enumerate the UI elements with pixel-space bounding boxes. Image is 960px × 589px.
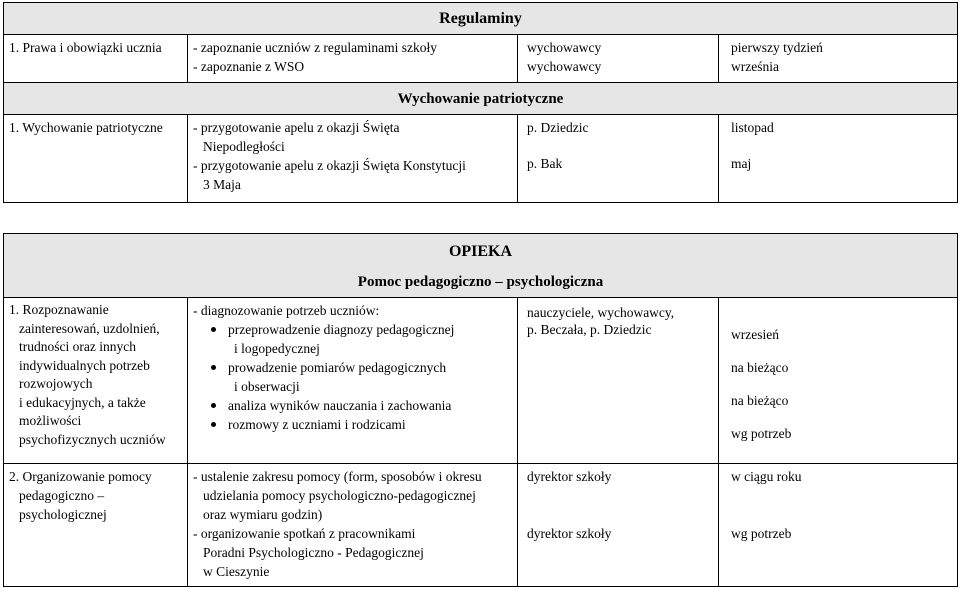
table-row — [4, 35, 957, 83]
action-text: oraz wymiaru godzin) — [203, 507, 323, 522]
action-text: - organizowanie spotkań z pracownikami — [193, 526, 416, 541]
action-text: w Cieszynie — [203, 564, 270, 579]
responsible-text: wychowawcy — [527, 40, 602, 55]
action-text: - przygotowanie apelu z okazji Święta Konstytucji — [193, 158, 466, 173]
deadline-text: listopad — [731, 120, 774, 135]
table-row — [4, 464, 957, 586]
section-title-text: Wychowanie patriotyczne — [397, 91, 564, 107]
responsible-cell — [518, 35, 719, 82]
task-text: psychofizycznych uczniów — [19, 431, 166, 447]
task-text: i edukacyjnych, a także — [19, 394, 146, 410]
task-text: 1. Prawa i obowiązki ucznia — [9, 40, 162, 55]
action-text: - ustalenie zakresu pomocy (form, sposobów i okresu — [193, 469, 482, 484]
responsible-text: dyrektor szkoły — [527, 469, 612, 484]
bullet-icon — [211, 327, 216, 332]
deadline-cell — [719, 115, 957, 202]
bullet-text: przeprowadzenie diagnozy pedagogicznej — [228, 322, 455, 337]
action-text: Poradni Psychologiczno - Pedagogicznej — [203, 545, 424, 560]
task-text: możliwości — [19, 413, 82, 428]
deadline-cell — [719, 35, 957, 82]
task-text: rozwojowych — [19, 376, 93, 391]
responsible-text: p. Dziedzic — [527, 120, 589, 135]
task-text: trudności oraz innych — [19, 339, 136, 354]
actions-cell — [188, 115, 518, 202]
table-title — [4, 3, 957, 35]
deadline-text: września — [731, 59, 779, 74]
table-title-text: OPIEKA — [448, 243, 513, 260]
table-subtitle-text: Pomoc pedagogiczno – psychologiczna — [357, 274, 604, 290]
table-title — [4, 234, 957, 298]
list-item — [193, 396, 512, 415]
task-text: 1. Wychowanie patriotyczne — [9, 120, 163, 135]
table-row — [4, 115, 957, 202]
bullet-icon — [211, 365, 216, 370]
actions-cell — [188, 35, 518, 82]
regulaminy-table — [3, 2, 958, 203]
section-title — [4, 83, 957, 115]
bullet-text: analiza wyników nauczania i zachowania — [228, 398, 452, 413]
action-text: - diagnozowanie potrzeb uczniów: — [193, 303, 380, 318]
task-cell — [4, 298, 188, 463]
task-text: zainteresowań, uzdolnień, — [19, 320, 160, 336]
responsible-text: p. Bak — [527, 156, 563, 171]
action-text: - przygotowanie apelu z okazji Święta — [193, 120, 400, 135]
bullet-text: rozmowy z uczniami i rodzicami — [228, 417, 406, 432]
bullet-icon — [211, 403, 216, 408]
bullet-text: i logopedycznej — [234, 341, 320, 356]
actions-cell — [188, 298, 518, 463]
responsible-cell — [518, 464, 719, 586]
responsible-text: wychowawcy — [527, 59, 602, 74]
list-item — [193, 415, 512, 434]
responsible-text: p. Beczała, p. Dziedzic — [527, 322, 652, 337]
task-text: indywidualnych potrzeb — [19, 357, 150, 373]
action-text: - zapoznanie uczniów z regulaminami szkoły — [193, 40, 438, 55]
action-text: Niepodległości — [203, 139, 285, 154]
task-text: psychologicznej — [19, 507, 107, 522]
task-text: pedagogiczno – — [19, 488, 105, 503]
deadline-text: wg potrzeb — [731, 526, 792, 541]
deadline-text: na bieżąco — [731, 360, 789, 375]
deadline-text: pierwszy tydzień — [731, 40, 823, 55]
task-cell — [4, 115, 188, 202]
table-row — [4, 298, 957, 464]
deadline-text: w ciągu roku — [731, 469, 802, 484]
responsible-cell — [518, 298, 719, 463]
task-text: 2. Organizowanie pomocy — [9, 469, 152, 484]
bullet-text: prowadzenie pomiarów pedagogicznych — [228, 360, 447, 375]
deadline-text: wrzesień — [731, 327, 779, 342]
bullet-text: i obserwacji — [234, 379, 300, 394]
action-text: 3 Maja — [203, 177, 241, 192]
list-item — [193, 320, 512, 358]
deadline-cell — [719, 298, 957, 463]
list-item — [193, 358, 512, 396]
responsible-cell — [518, 115, 719, 202]
bullet-icon — [211, 422, 216, 427]
responsible-text: nauczyciele, wychowawcy, — [527, 305, 675, 320]
deadline-text: na bieżąco — [731, 393, 789, 408]
opieka-table — [3, 233, 958, 587]
action-text: - zapoznanie z WSO — [193, 59, 305, 74]
deadline-text: wg potrzeb — [731, 426, 792, 441]
deadline-text: maj — [731, 156, 752, 171]
actions-cell — [188, 464, 518, 586]
task-cell — [4, 464, 188, 586]
diagnosis-list — [193, 320, 512, 434]
deadline-cell — [719, 464, 957, 586]
task-cell — [4, 35, 188, 82]
task-text: 1. Rozpoznawanie — [9, 302, 109, 317]
table-title-text: Regulaminy — [439, 10, 522, 27]
responsible-text: dyrektor szkoły — [527, 526, 612, 541]
action-text: udzielania pomocy psychologiczno-pedagogicznej — [203, 488, 476, 503]
